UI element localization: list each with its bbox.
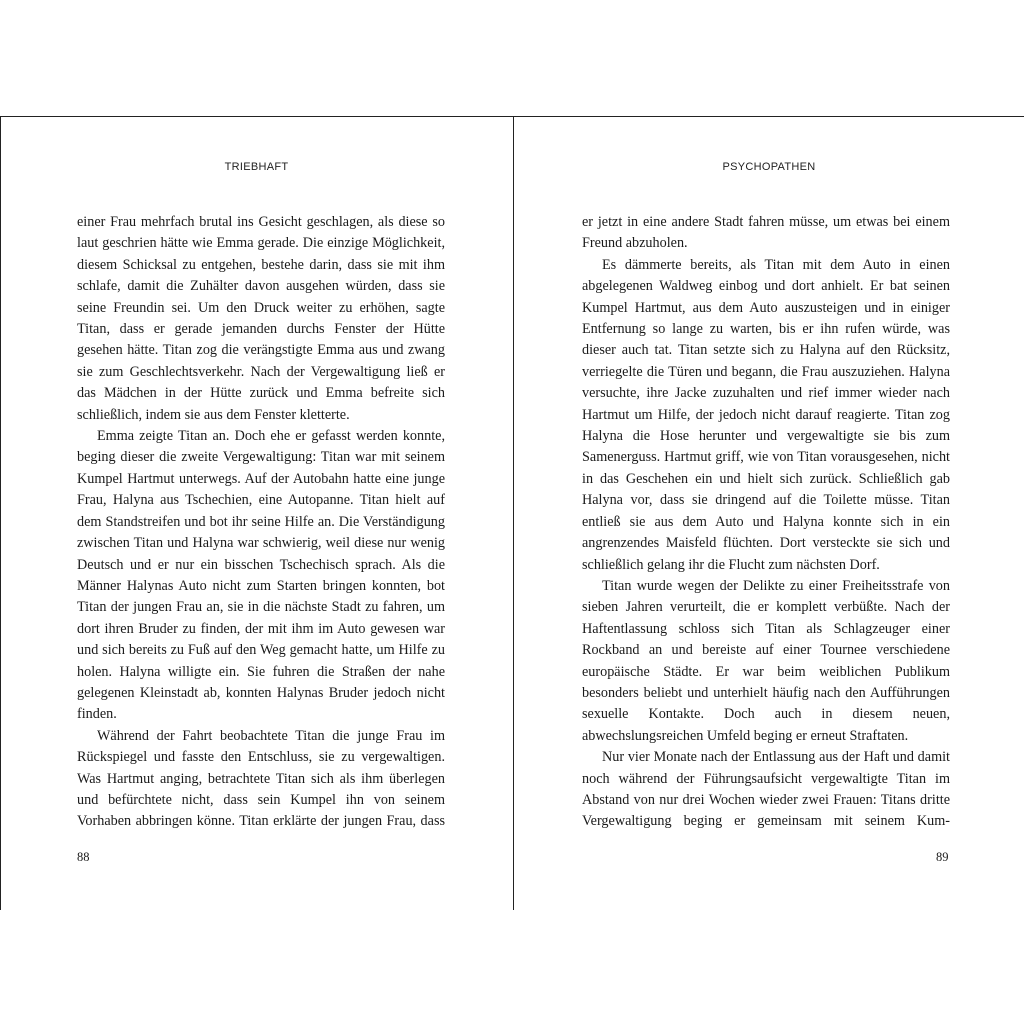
page-number-left: 88 bbox=[77, 850, 90, 864]
paragraph: Nur vier Monate nach der Entlassung aus der Haft und damit noch während der Führungsaufsicht vergewaltigte Titan im Abstand von nur drei Wochen wieder zwei Frauen: Titans dritte Vergewaltigung beging er gemeinsam mit seinem Kum- bbox=[582, 749, 950, 830]
paragraph: Emma zeigte Titan an. Doch ehe er gefasst werden konnte, beging dieser die zweite Vergewaltigung: Titan war mit seinem Kumpel Hartmut unterwegs. Auf der Autobahn hatte eine junge Frau, Halyna aus Tschechien, eine Autopanne. Titan hielt auf dem Standstreifen und bot ihr seine Hilfe an. Die Verständigung zwischen Titan und Halyna war schwierig, weil diese nur wenig Deutsch und er nur ein bisschen Tschechisch sprach. Als die Männer Halynas Auto nicht zum Starten bringen konnten, bot Titan der jungen Frau an, sie in die nächste Stadt zu fahren, um dort ihren Bruder zu finden, der mit ihm im Auto gewesen war und sich bereits zu Fuß auf den Weg gemacht hatte, um Hilfe zu holen. Halyna willigte ein. Sie fuhren die Straßen der nahe gelegenen Kleinstadt ab, konnten Halynas Bruder jedoch nicht finden. bbox=[77, 428, 445, 723]
paragraph: er jetzt in eine andere Stadt fahren müsse, um etwas bei einem Freund abzuholen. bbox=[582, 214, 950, 252]
page-number-right: 89 bbox=[936, 850, 949, 864]
running-head-right: PSYCHOPATHEN bbox=[722, 161, 816, 173]
right-page-body bbox=[582, 212, 950, 833]
left-page bbox=[0, 116, 513, 910]
running-head-left: TRIEBHAFT bbox=[224, 161, 289, 173]
paragraph: Es dämmerte bereits, als Titan mit dem Auto in einen abgelegenen Waldweg einbog und dort anhielt. Er bat seinen Kumpel Hartmut, aus dem Auto auszusteigen und in einiger Entfernung so lange zu warten, bis er ihn rufen würde, was dieser auch tat. Titan setzte sich zu Halyna auf den Rücksitz, verriegelte die Türen und begann, die Frau auszuziehen. Halyna versuchte, ihre Jacke zuzuhalten und rief immer wieder nach Hartmut um Hilfe, der jedoch nicht darauf reagierte. Titan zog Halyna die Hose herunter und vergewaltigte sie bis zum Samenerguss. Hartmut griff, wie von Titan vorausgesehen, nicht in das Geschehen ein und hielt sich zurück. Schließlich gab Halyna vor, dass sie dringend auf die Toilette müsse. Titan entließ sie aus dem Auto und Halyna konnte sich in ein angrenzendes Maisfeld flüchten. Dort versteckte sie sich und schließlich gelang ihr die Flucht zum nächsten Dorf. bbox=[582, 256, 950, 573]
paragraph: einer Frau mehrfach brutal ins Gesicht geschlagen, als diese so laut geschrien hätte wie Emma gerade. Die einzige Möglichkeit, diesem Schicksal zu entgehen, bestehe darin, dass sie mit ihm schlafe, damit die Zuhälter davon ausgehen würden, dass sie seine Freundin sei. Um den Druck weiter zu erhöhen, sagte Titan, dass er gerade jemanden durchs Fenster der Hütte gesehen hätte. Titan zog die verängstigte Emma aus und zwang sie zum Geschlechtsverkehr. Nach der Vergewaltigung ließ er das Mädchen in der Hütte zurück und Emma befreite sich schließlich, indem sie aus dem Fenster kletterte. bbox=[77, 214, 445, 423]
left-page-body bbox=[77, 212, 445, 833]
paragraph: Während der Fahrt beobachtete Titan die junge Frau im Rückspiegel und fasste den Entschluss, sie zu vergewaltigen. Was Hartmut anging, betrachtete Titan sich als ihm überlegen und befürchtete nicht, dass sein Kumpel ihn von seinem Vorhaben abbringen könne. Titan erklärte der jungen Frau, dass bbox=[77, 727, 445, 830]
right-page bbox=[514, 116, 1024, 910]
paragraph: Titan wurde wegen der Delikte zu einer Freiheitsstrafe von sieben Jahren verurteilt, die er komplett verbüßte. Nach der Haftentlassung schloss sich Titan als Schlagzeuger einer Rockband an und bereiste auf einer Tournee verschiedene europäische Städte. Er war beim weiblichen Publikum besonders beliebt und unterhielt häufig nach den Aufführungen sexuelle Kontakte. Doch auch in diesem neuen, abwechslungsreichen Umfeld beging er erneut Straftaten. bbox=[582, 577, 950, 744]
